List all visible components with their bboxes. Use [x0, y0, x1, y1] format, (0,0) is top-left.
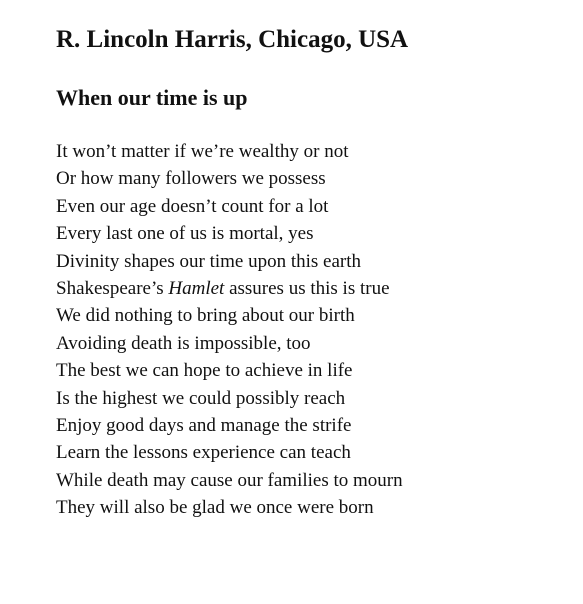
poem-line: While death may cause our families to mourn [56, 469, 403, 491]
poem-line: They will also be glad we once were born [56, 497, 374, 519]
poem-line: It won’t matter if we’re wealthy or not [56, 141, 349, 162]
poem-line: Even our age doesn’t count for a lot [56, 195, 329, 217]
poem-line: Or how many followers we possess [56, 168, 326, 190]
poem-line-text: Shakespeare’s [56, 277, 169, 299]
poem-line [56, 275, 573, 302]
poem-line: Learn the lessons experience can teach [56, 442, 351, 464]
poem-line: We did nothing to bring about our birth [56, 305, 355, 327]
author-heading: R. Lincoln Harris, Chicago, USA [56, 26, 409, 53]
poem-line: The best we can hope to achieve in life [56, 360, 353, 382]
poem-line: Enjoy good days and manage the strife [56, 414, 352, 436]
poem-line: Avoiding death is impossible, too [56, 332, 311, 354]
poem-body [56, 138, 573, 521]
hamlet-title-italic: Hamlet [168, 277, 225, 299]
document-page [56, 24, 573, 521]
poem-line: Is the highest we could possibly reach [56, 387, 346, 409]
poem-line: Divinity shapes our time upon this earth [56, 250, 362, 272]
poem-title: When our time is up [56, 85, 248, 110]
poem-line: Every last one of us is mortal, yes [56, 223, 314, 245]
poem-line-text: assures us this is true [224, 277, 390, 299]
